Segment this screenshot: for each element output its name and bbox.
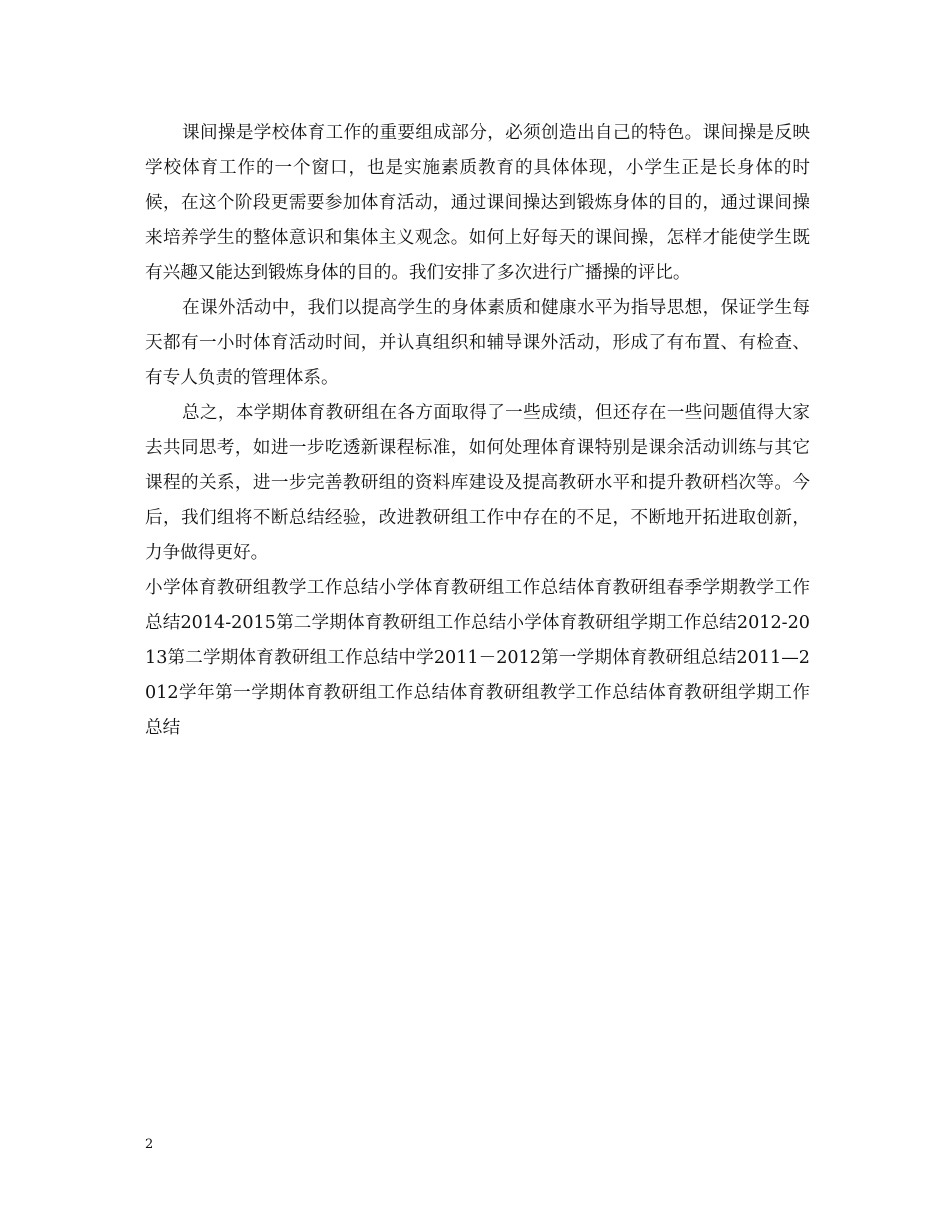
page-number: 2 (145, 1137, 154, 1152)
related-titles: 小学体育教研组教学工作总结小学体育教研组工作总结体育教研组春季学期教学工作总结2014-2015第二学期体育教研组工作总结小学体育教研组学期工作总结2012-2013第二学期体育教研组工作总结中学2011－2012第一学期体育教研组总结2011—2012学年第一学期体育教研组工作总结体育教研组教学工作总结体育教研组学期工作总结 (145, 578, 810, 738)
paragraph-morning-exercise: 课间操是学校体育工作的重要组成部分，必须创造出自己的特色。课间操是反映学校体育工作的一个窗口，也是实施素质教育的具体体现，小学生正是长身体的时候，在这个阶段更需要参加体育活动，通过课间操达到锻炼身体的目的，通过课间操来培养学生的整体意识和集体主义观念。如何上好每天的课间操，怎样才能使学生既有兴趣又能达到锻炼身体的目的。我们安排了多次进行广播操的评比。 (145, 123, 810, 283)
document-body (145, 116, 810, 746)
paragraph-conclusion: 总之，本学期体育教研组在各方面取得了一些成绩，但还存在一些问题值得大家去共同思考，如进一步吃透新课程标准，如何处理体育课特别是课余活动训练与其它课程的关系，进一步完善教研组的资料库建设及提高教研水平和提升教研档次等。今后，我们组将不断总结经验，改进教研组工作中存在的不足，不断地开拓进取创新，力争做得更好。 (145, 403, 810, 563)
paragraph-extracurricular: 在课外活动中，我们以提高学生的身体素质和健康水平为指导思想，保证学生每天都有一小时体育活动时间，并认真组织和辅导课外活动，形成了有布置、有检查、有专人负责的管理体系。 (145, 298, 810, 388)
